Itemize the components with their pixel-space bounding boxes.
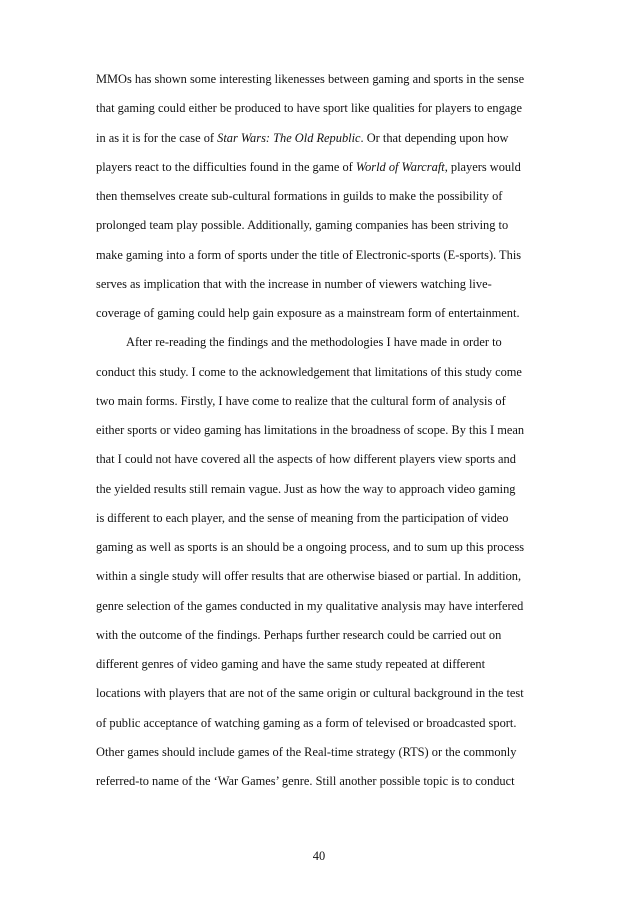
text-line xyxy=(96,218,508,233)
page-number: 40 xyxy=(312,849,326,863)
text-run: After re-reading the findings and the methodologies I have made in order to xyxy=(126,335,502,350)
text-line xyxy=(96,248,521,263)
text-run: in as it is for the case of xyxy=(96,130,218,145)
text-run: referred-to name of the ‘War Games’ genre. Still another possible topic is to conduct xyxy=(96,774,515,788)
text-run: different genres of video gaming and have the same study repeated at different xyxy=(96,657,486,671)
text-run: prolonged team play possible. Additionally, gaming companies has been striving to xyxy=(96,218,509,233)
text-line xyxy=(96,423,524,438)
text-line xyxy=(96,657,485,672)
text-line xyxy=(96,365,522,380)
text-run: players react to the difficulties found in the game of xyxy=(96,159,356,174)
text-run: coverage of gaming could help gain exposure as a mainstream form of entertainment. xyxy=(96,306,520,320)
text-line xyxy=(96,511,509,526)
text-run: either sports or video gaming has limitations in the broadness of scope. By this I mean xyxy=(96,423,525,437)
italic-title: World of Warcraft xyxy=(355,159,445,174)
text-line xyxy=(96,599,523,614)
text-run: Other games should include games of the Real-time strategy (RTS) or the commonly xyxy=(96,744,517,759)
italic-title: Star Wars: The Old Republic xyxy=(217,130,361,145)
text-line xyxy=(96,452,516,467)
text-run: conduct this study. I come to the acknowledgement that limitations of this study come xyxy=(96,364,522,379)
text-line xyxy=(96,101,522,116)
text-line xyxy=(96,189,502,204)
text-run: of public acceptance of watching gaming as a form of televised or broadcasted sport. xyxy=(96,715,517,730)
text-run: gaming as well as sports is an should be a ongoing process, and to sum up this process xyxy=(96,540,525,554)
text-run: . Or that depending upon how xyxy=(360,130,509,145)
text-line xyxy=(96,72,524,87)
text-run: is different to each player, and the sense of meaning from the participation of video xyxy=(96,510,509,525)
text-run: within a single study will offer results that are otherwise biased or partial. In addition, xyxy=(96,569,522,584)
text-line xyxy=(96,160,521,175)
text-run: that I could not have covered all the aspects of how different players view sports and xyxy=(96,452,516,467)
text-line xyxy=(96,716,516,731)
text-run: MMOs has shown some interesting likenesses between gaming and sports in the sense xyxy=(96,72,525,86)
text-line xyxy=(96,569,521,584)
text-line xyxy=(96,277,492,292)
text-line xyxy=(96,394,506,409)
text-line xyxy=(96,686,524,701)
text-line xyxy=(126,335,502,350)
text-run: with the outcome of the findings. Perhaps further research could be carried out on xyxy=(96,627,502,642)
text-line xyxy=(96,628,501,643)
text-run: then themselves create sub-cultural formations in guilds to make the possibility of xyxy=(96,189,503,203)
text-line xyxy=(96,482,515,497)
text-run: , players would xyxy=(444,159,521,174)
text-run: make gaming into a form of sports under the title of Electronic-sports (E-sports). This xyxy=(96,247,522,262)
text-run: serves as implication that with the increase in number of viewers watching live- xyxy=(96,276,492,291)
text-line xyxy=(96,745,516,760)
text-run: locations with players that are not of the same origin or cultural background in the test xyxy=(96,686,524,701)
text-run: two main forms. Firstly, I have come to realize that the cultural form of analysis of xyxy=(96,393,506,408)
text-run: that gaming could either be produced to have sport like qualities for players to engage xyxy=(96,101,522,116)
text-run: genre selection of the games conducted in my qualitative analysis may have interfered xyxy=(96,598,524,613)
text-line xyxy=(96,131,509,146)
text-run: the yielded results still remain vague. Just as how the way to approach video gaming xyxy=(96,481,516,496)
text-line xyxy=(96,540,524,555)
text-line xyxy=(96,774,515,789)
text-line xyxy=(96,306,520,321)
